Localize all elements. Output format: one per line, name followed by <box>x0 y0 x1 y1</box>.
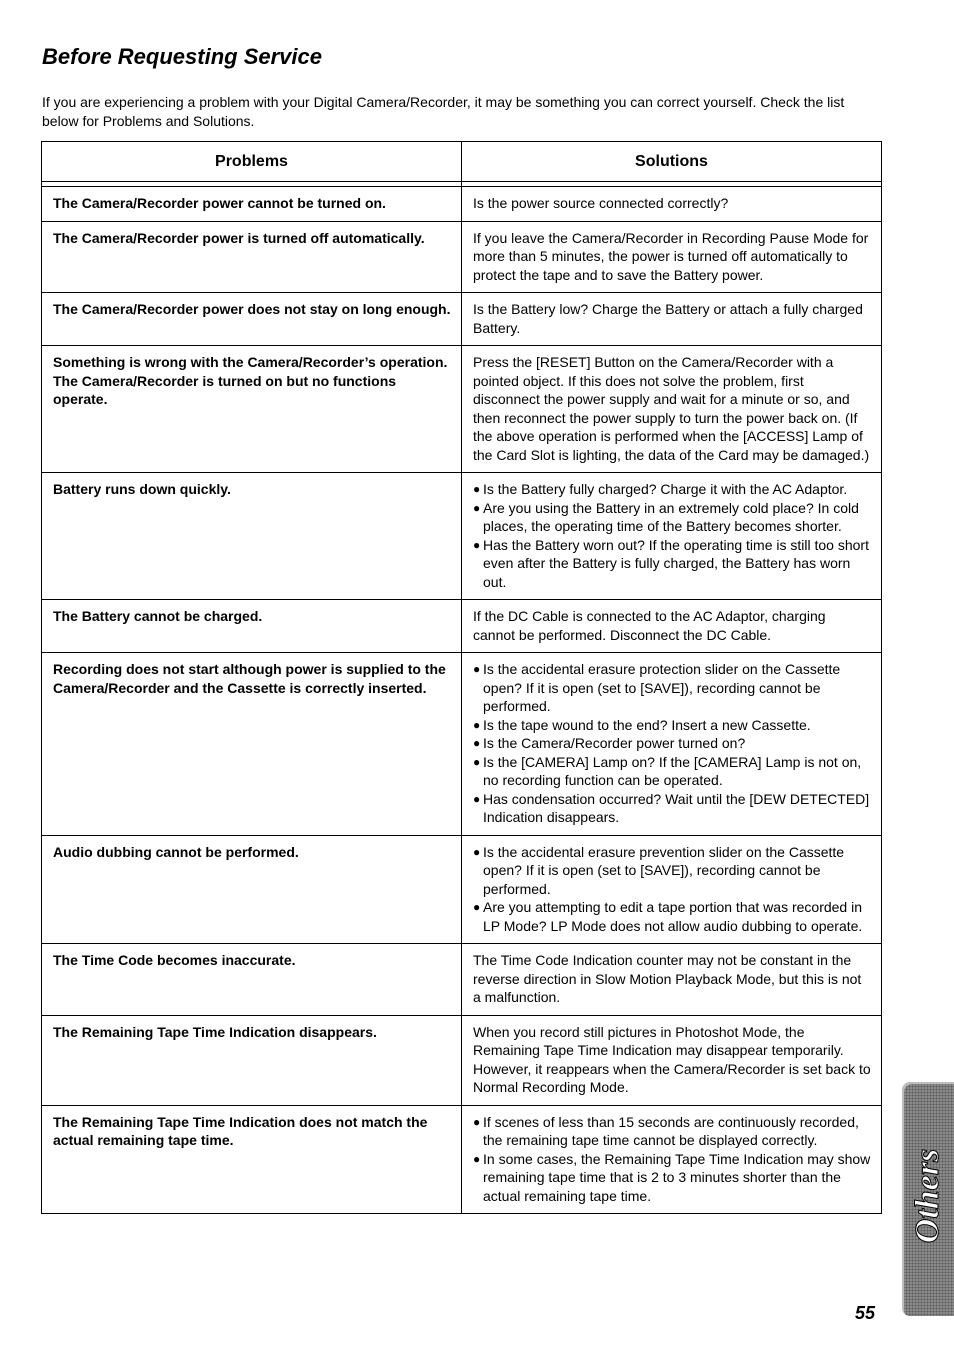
solution-list-text: In some cases, the Remaining Tape Time Indication may show remaining tape time that is 2 to 3 minutes shorter than the actual remaining tape time. <box>483 1150 871 1204</box>
solution-list-text: Is the Camera/Recorder power turned on? <box>483 735 746 751</box>
table-row <box>42 473 882 600</box>
table-row <box>42 600 882 653</box>
problem-cell: The Time Code becomes inaccurate. <box>42 944 462 1016</box>
solution-cell: When you record still pictures in Photoshot Mode, the Remaining Tape Time Indication may disappear temporarily. However, it reappears when the Camera/Recorder is set back to Normal Recording Mode. <box>462 1015 882 1105</box>
solution-cell: Is the Battery low? Charge the Battery or attach a fully charged Battery. <box>462 293 882 346</box>
solution-list-text: If scenes of less than 15 seconds are continuously recorded, the remaining tape time cannot be displayed correctly. <box>483 1113 859 1148</box>
page-title: Before Requesting Service <box>42 44 322 69</box>
problem-cell: Battery runs down quickly. <box>42 473 462 600</box>
section-tab <box>902 1082 954 1316</box>
solution-list-text: Has condensation occurred? Wait until the [DEW DETECTED] Indication disappears. <box>483 790 870 825</box>
header-solutions: Solutions <box>462 142 882 182</box>
table-row <box>42 187 882 222</box>
solution-list-item <box>473 898 871 935</box>
problem-cell: The Battery cannot be charged. <box>42 600 462 653</box>
table-row <box>42 1105 882 1214</box>
solution-list <box>473 1113 871 1206</box>
table-row <box>42 653 882 836</box>
solution-list-text: Are you attempting to edit a tape portion that was recorded in LP Mode? LP Mode does not allow audio dubbing to operate. <box>483 899 863 934</box>
problem-cell: The Camera/Recorder power is turned off automatically. <box>42 221 462 293</box>
solution-list-text: Is the tape wound to the end? Insert a new Cassette. <box>483 716 811 733</box>
solution-list-text: Is the Battery fully charged? Charge it with the AC Adaptor. <box>483 481 848 497</box>
table-row <box>42 1015 882 1105</box>
problem-cell: The Remaining Tape Time Indication disappears. <box>42 1015 462 1105</box>
table-row <box>42 293 882 346</box>
solution-list-text: Is the [CAMERA] Lamp on? If the [CAMERA] Lamp is not on, no recording function can be operated. <box>483 753 862 788</box>
solution-list-item <box>473 660 871 716</box>
problem-cell: The Camera/Recorder power does not stay on long enough. <box>42 293 462 346</box>
solution-list <box>473 843 871 936</box>
solution-list-text: Are you using the Battery in an extremely cold place? In cold places, the operating time of the Battery becomes shorter. <box>483 499 859 534</box>
bullet-icon: ● <box>473 500 481 515</box>
solution-cell: If the DC Cable is connected to the AC Adaptor, charging cannot be performed. Disconnect the DC Cable. <box>462 600 882 653</box>
solution-list-item <box>473 536 871 592</box>
solution-list-item <box>473 753 871 790</box>
troubleshooting-table <box>41 141 882 1214</box>
solution-cell: Press the [RESET] Button on the Camera/Recorder with a pointed object. If this does not solve the problem, first disconnect the power supply and wait for a minute or so, and then reconnect the power supply to turn the power back on. (If the above operation is performed when the [ACCESS] Lamp of the Card Slot is lighting, the data of the Card may be damaged.) <box>462 346 882 473</box>
solution-cell <box>462 473 882 600</box>
table-body <box>42 182 882 1214</box>
bullet-icon: ● <box>473 844 481 859</box>
solution-list <box>473 660 871 827</box>
solution-cell <box>462 835 882 944</box>
bullet-icon: ● <box>473 791 481 806</box>
solution-list-text: Has the Battery worn out? If the operating time is still too short even after the Battery is fully charged, the Battery has worn out. <box>483 536 869 590</box>
solution-list-text: Is the accidental erasure prevention slider on the Cassette open? If it is open (set to [SAVE]), recording cannot be performed. <box>483 843 845 897</box>
solution-list-item <box>473 716 871 735</box>
solution-list-item <box>473 843 871 899</box>
header-problems: Problems <box>42 142 462 182</box>
bullet-icon: ● <box>473 736 481 750</box>
solution-cell <box>462 653 882 836</box>
section-tab-label: Others <box>909 1148 946 1244</box>
problem-cell: The Camera/Recorder power cannot be turned on. <box>42 187 462 222</box>
bullet-icon: ● <box>473 1151 481 1166</box>
bullet-icon: ● <box>473 482 481 496</box>
solution-list <box>473 480 871 591</box>
table-row <box>42 944 882 1016</box>
bullet-icon: ● <box>473 717 481 732</box>
solution-list-item <box>473 499 871 536</box>
table-header-row <box>42 142 882 182</box>
solution-cell: If you leave the Camera/Recorder in Recording Pause Mode for more than 5 minutes, the power is turned off automatically to protect the tape and to save the Battery power. <box>462 221 882 293</box>
solution-list-item <box>473 790 871 827</box>
bullet-icon: ● <box>473 900 481 914</box>
problem-cell: Audio dubbing cannot be performed. <box>42 835 462 944</box>
solution-list-item <box>473 1113 871 1150</box>
table-row <box>42 346 882 473</box>
solution-list-text: Is the accidental erasure protection slider on the Cassette open? If it is open (set to [SAVE]), recording cannot be performed. <box>483 661 841 714</box>
solution-list-item <box>473 1150 871 1206</box>
page-number: 55 <box>855 1303 876 1323</box>
problem-cell: Something is wrong with the Camera/Recorder’s operation. The Camera/Recorder is turned on but no functions operate. <box>42 346 462 473</box>
solution-cell: The Time Code Indication counter may not be constant in the reverse direction in Slow Motion Playback Mode, but this is not a malfunction. <box>462 944 882 1016</box>
solution-cell: Is the power source connected correctly? <box>462 187 882 222</box>
bullet-icon: ● <box>473 662 481 676</box>
solution-list-item <box>473 480 871 499</box>
bullet-icon: ● <box>473 537 481 552</box>
problem-cell: The Remaining Tape Time Indication does not match the actual remaining tape time. <box>42 1105 462 1214</box>
problem-cell: Recording does not start although power is supplied to the Camera/Recorder and the Cassette is correctly inserted. <box>42 653 462 836</box>
bullet-icon: ● <box>473 1114 481 1129</box>
bullet-icon: ● <box>473 754 481 769</box>
solution-list-item <box>473 734 871 753</box>
intro-paragraph: If you are experiencing a problem with your Digital Camera/Recorder, it may be something you can correct yourself. Check the list below for Problems and Solutions. <box>42 94 845 129</box>
table-row <box>42 221 882 293</box>
table-row <box>42 835 882 944</box>
solution-cell <box>462 1105 882 1214</box>
